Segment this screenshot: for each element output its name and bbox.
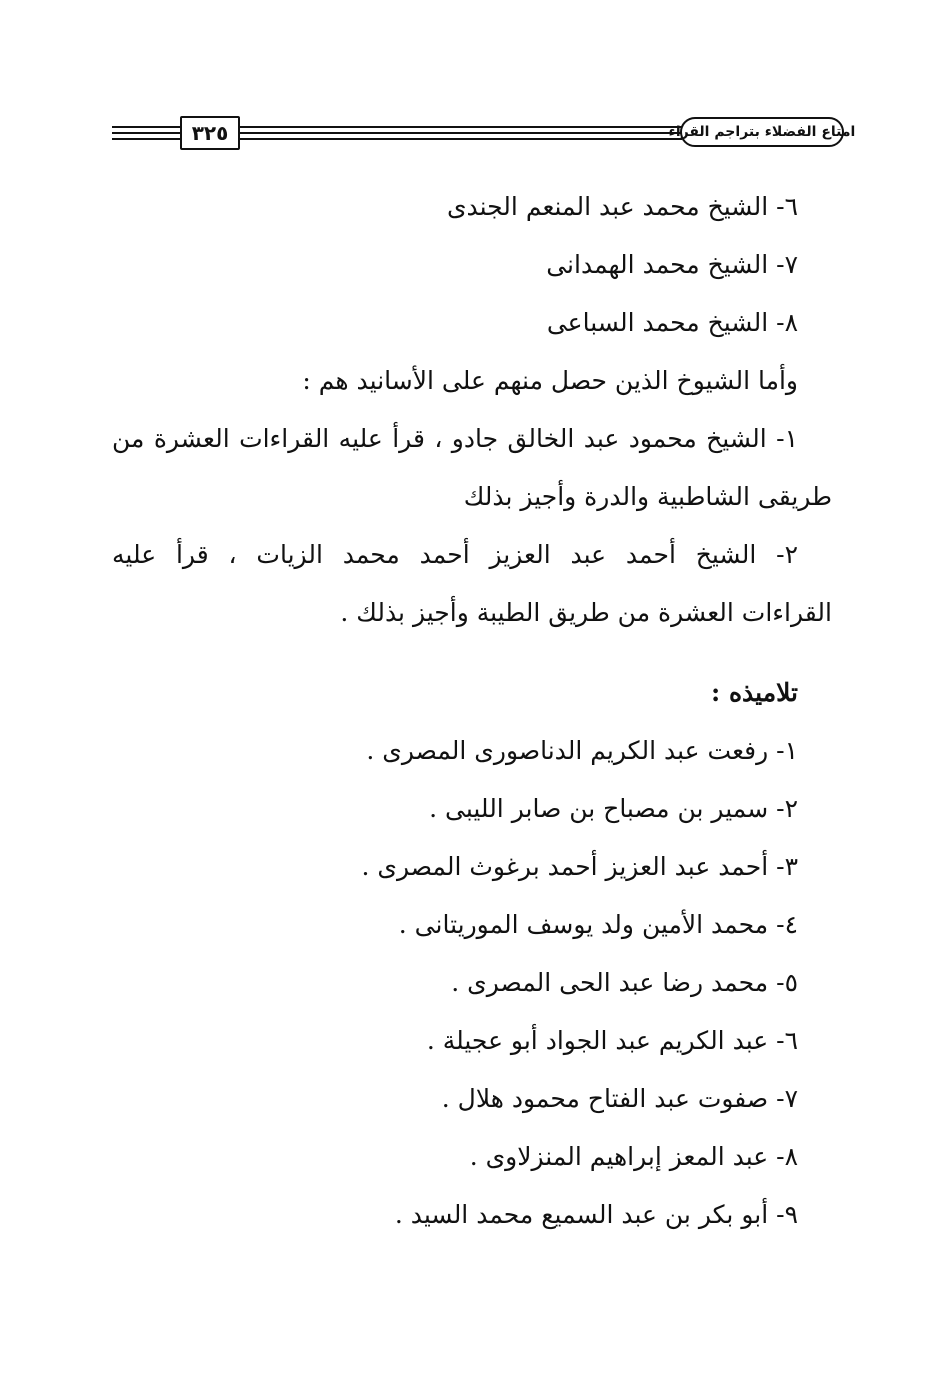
list-item: ١- الشيخ محمود عبد الخالق جادو ، قرأ عليه القراءات العشرة من bbox=[112, 424, 798, 453]
list-item: ٨- الشيخ محمد السباعى bbox=[546, 308, 798, 337]
header-rule bbox=[240, 126, 682, 128]
page-body bbox=[112, 178, 832, 1244]
page-number: ٣٢٥ bbox=[180, 116, 240, 150]
list-item: ٤- محمد الأمين ولد يوسف الموريتانى . bbox=[398, 910, 798, 939]
header-rule bbox=[112, 132, 182, 134]
list-item: ١- رفعت عبد الكريم الدناصورى المصرى . bbox=[366, 736, 798, 765]
section-heading: تلاميذه : bbox=[711, 678, 798, 707]
list-item: ٢- سمير بن مصباح بن صابر الليبى . bbox=[429, 794, 798, 823]
paragraph-intro: وأما الشيوخ الذين حصل منهم على الأسانيد هم : bbox=[302, 366, 798, 395]
header-rule bbox=[240, 132, 682, 134]
list-item-continuation: طريقى الشاطبية والدرة وأجيز بذلك bbox=[463, 482, 832, 511]
list-item: ٨- عبد المعز إبراهيم المنزلاوى . bbox=[469, 1142, 798, 1171]
running-header bbox=[112, 112, 856, 156]
list-item: ٩- أبو بكر بن عبد السميع محمد السيد . bbox=[394, 1200, 798, 1229]
list-item: ٥- محمد رضا عبد الحى المصرى . bbox=[451, 968, 798, 997]
header-rule bbox=[240, 138, 682, 140]
list-item: ٦- عبد الكريم عبد الجواد أبو عجيلة . bbox=[426, 1026, 798, 1055]
list-item: ٢- الشيخ أحمد عبد العزيز أحمد محمد الزيات ، قرأ عليه bbox=[112, 540, 798, 569]
list-item: ٧- صفوت عبد الفتاح محمود هلال . bbox=[441, 1084, 798, 1113]
list-item: ٣- أحمد عبد العزيز أحمد برغوث المصرى . bbox=[361, 852, 798, 881]
list-item: ٦- الشيخ محمد عبد المنعم الجندى bbox=[446, 192, 798, 221]
list-item: ٧- الشيخ محمد الهمدانى bbox=[546, 250, 798, 279]
book-title: امتاع الفضلاء بتراجم القراء bbox=[680, 117, 844, 147]
header-rule bbox=[112, 138, 182, 140]
header-rule bbox=[112, 126, 182, 128]
list-item-continuation: القراءات العشرة من طريق الطيبة وأجيز بذلك . bbox=[340, 598, 832, 627]
